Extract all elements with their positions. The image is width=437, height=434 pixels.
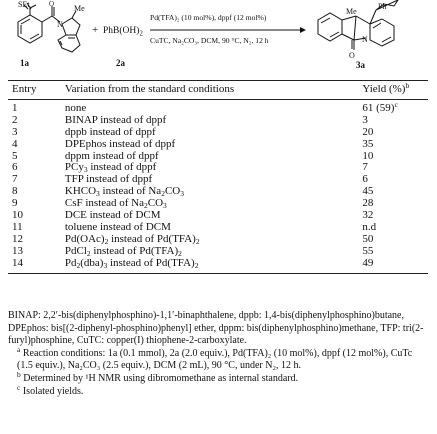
compound-label-1a: 1a [20,58,29,68]
entry-cell: 5 [12,149,18,162]
footnote-c: $^c$ Isolated yields. [17,382,84,397]
product-methyl-label: Me [346,7,357,16]
variation-cell: $KHCO_3$ instead of $Na_2CO_3$ [64,185,184,199]
boronic-acid-label: $PhB(OH)_2$ [103,26,143,38]
condition-top-text: Pd(TFA)₂ (10 mol%), dppf (12 mol%) [150,13,267,22]
product-phenyl-label: Ph [378,2,387,11]
variation-cell: BINAP instead of dppf [64,113,167,126]
methyl-label: Me [74,4,85,13]
footnote-a: $^a$ Reaction conditions: 1a (0.1 mmol), 2a (2.0 equiv.), Pd(TFA)₂ (10 mol%), dppf (12 mol%), CuTc (1.5 equiv.), Na₂CO₃ (2.5 equiv.), DCM (2 mL), 90 °C, under N₂, 12 h. [17,344,413,372]
plus-sign: + [92,24,99,36]
yield-cell: 45 [362,185,374,198]
variation-cell: CsF instead of $Na_2CO_3$ [64,197,167,211]
entry-cell: 1 [12,101,18,114]
footnote-b: $^b$ Determined by ¹H NMR using dibromomethane as internal standard. [17,369,299,384]
header-variation: Variation from the standard conditions [64,83,235,95]
compound-label-3a: 3a [356,60,365,70]
variation-cell: $Pd(OAc)_2$ instead of $Pd(TFA)_2$ [64,232,200,246]
reactant-1a-structure [18,3,80,52]
yield-cell: 49 [362,256,374,269]
yield-cell: 50 [362,232,374,245]
yield-cell: 35 [362,137,374,150]
entry-cell: 4 [12,137,18,150]
compound-label-2a: 2a [116,58,125,68]
yield-cell: 10 [362,149,374,162]
entry-cell: 14 [12,256,23,269]
entry-cell: 2 [12,113,18,126]
variation-cell: toluene instead of DCM [64,220,171,233]
variation-cell: TFP instead of dppf [64,173,153,186]
entry-cell: 12 [12,232,23,245]
entry-cell: 6 [12,161,18,174]
set-group-label: SEt [18,0,30,9]
reaction-scheme [0,0,437,72]
table-body [8,99,428,273]
yield-cell: 6 [362,173,368,186]
variation-cell: $Pd_2(dba)_3$ instead of $Pd(TFA)_2$ [64,256,199,270]
reaction-arrow-head [300,27,306,33]
yield-cell: 20 [362,125,374,138]
table-row [8,99,428,114]
yield-cell: 32 [362,209,374,222]
variation-cell: dppm instead of dppf [64,149,159,162]
yield-cell: 3 [362,113,368,126]
nitrogen-label: N [57,20,63,29]
variation-cell: none [64,101,87,114]
entry-cell: 9 [12,197,18,210]
condition-bottom-text: CuTC, Na₂CO₃, DCM, 90 °C, N₂, 12 h [150,36,269,45]
entry-cell: 11 [12,220,23,233]
yield-cell: 7 [362,161,368,174]
entry-cell: 10 [12,209,23,222]
yield-cell: 61 $(59)^c$ [362,99,398,114]
yield-cell: 55 [362,244,374,257]
variation-cell: PdCl$_2$ instead of $Pd(TFA)_2$ [64,244,182,258]
entry-cell: 8 [12,185,18,198]
oxygen-label: O [49,0,55,8]
product-nitrogen-label: N [362,35,368,44]
table-header-row [8,81,428,100]
product-oxygen-label: O [349,51,355,60]
yield-cell: n.d [362,220,377,233]
abbreviation-note: BINAP: 2,2′-bis(diphenylphosphino)-1,1′-binaphthalene, dppb: 1,4-bis(diphenylphosphino)butane, DPEphos: bis[(2-diphenyl-phosphino)phenyl] ether, dppm: bis(diphenylphosphino)methane, TFP: tri(2-furyl)phosphine, CuTC: copper(I) thiophene-2-carboxylate. [8,310,424,347]
header-yield: Yield (%)$^b$ [362,81,410,95]
optimization-table [8,80,428,274]
variation-cell: DPEphos instead of dppf [64,137,176,150]
variation-cell: PCy$_3$ instead of dppf [64,161,157,175]
entry-cell: 7 [12,173,18,186]
entry-cell: 13 [12,244,23,257]
yield-cell: 28 [362,197,374,210]
entry-cell: 3 [12,125,18,138]
variation-cell: DCE instead of DCM [64,209,161,222]
table-row [8,258,428,273]
table-footnotes [8,310,430,398]
variation-cell: dppb instead of dppf [64,125,156,138]
header-entry: Entry [12,83,37,95]
